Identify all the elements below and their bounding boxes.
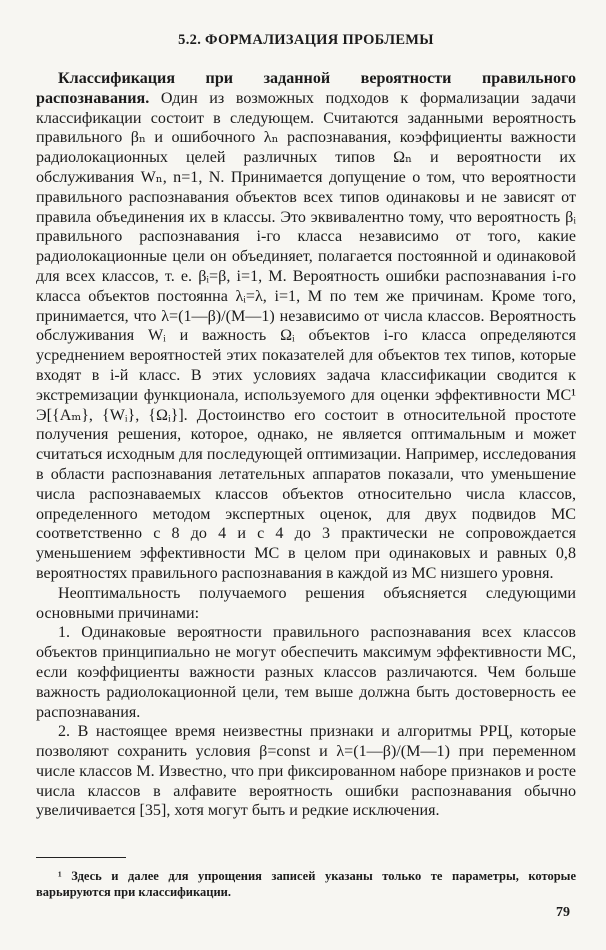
page xyxy=(36,32,576,900)
paragraph-1-text: Один из возможных подходов к формализации задачи классификации состоит в следующем. Считаются заданными вероятность правильного βₙ и ошибочного λₙ распознавания, коэффициенты важности радиолокационных целей различных типов Ωₙ и вероятности их обслуживания Wₙ, n=1, N. Принимается допущение о том, что вероятности правильного распознавания объектов всех типов одинаковы и не зависят от правила объединения их в классы. Это эквивалентно тому, что вероятность βᵢ правильного распознавания i-го класса независимо от того, какие радиолокационные цели он объединяет, полагается постоянной и одинаковой для всех классов, т. е. βᵢ=β, i=1, M. Вероятность ошибки распознавания i-го класса объектов постоянна λᵢ=λ, i=1, M по тем же причинам. Кроме того, принимается, что λ=(1—β)/(M—1) независимо от числа классов. Вероятность обслуживания Wᵢ и важность Ωᵢ объектов i-го класса определяются усреднением вероятностей этих показателей для объектов тех типов, которые входят в i-й класс. В этих условиях задача классификации сводится к экстремизации функционала, используемого для оценки эффективности МС¹ Э[{Aₘ}, {Wᵢ}, {Ωᵢ}]. Достоинство его состоит в относительной простоте получения решения, которое, однако, не является оптимальным и может считаться исходным для последующей оптимизации. Например, исследования в области распознавания летательных аппаратов показали, что уменьшение числа распознаваемых классов объектов относительно числа классов, определенного методом экспертных оценок, для двух подвидов МС соответственно с 8 до 4 и с 4 до 3 практически не сопровождается уменьшением эффективности МС в целом при одинаковых и равных 0,8 вероятностях правильного распознавания в каждой из МС низшего уровня. xyxy=(36,89,576,582)
footnote-divider xyxy=(36,857,126,858)
section-heading: 5.2. ФОРМАЛИЗАЦИЯ ПРОБЛЕМЫ xyxy=(178,32,434,48)
paragraph-3: 1. Одинаковые вероятности правильного распознавания всех классов объектов принципиально не могут обеспечить максимум эффективности МС, если коэффициенты важности разных классов различаются. Чем больше важность радиолокационной цели, тем выше должна быть достоверность ее распознавания. xyxy=(36,624,576,721)
footnote: ¹ Здесь и далее для упрощения записей указаны только те параметры, которые варьируются при классификации. xyxy=(36,869,576,900)
paragraph-4: 2. В настоящее время неизвестны признаки и алгоритмы РРЦ, которые позволяют сохранить условия β=const и λ=(1—β)/(M—1) при переменном числе классов M. Известно, что при фиксированном наборе признаков и росте числа классов в алфавите вероятность ошибки распознавания обычно увеличивается [35], хотя могут быть и редкие исключения. xyxy=(36,723,576,820)
paragraph-2: Неоптимальность получаемого решения объясняется следующими основными причинами: xyxy=(36,584,576,622)
paragraph-1-lead: Классификация при заданной вероятности правильного распознавания. xyxy=(36,70,576,107)
paragraph-1 xyxy=(36,69,576,584)
page-number: 79 xyxy=(556,905,570,920)
